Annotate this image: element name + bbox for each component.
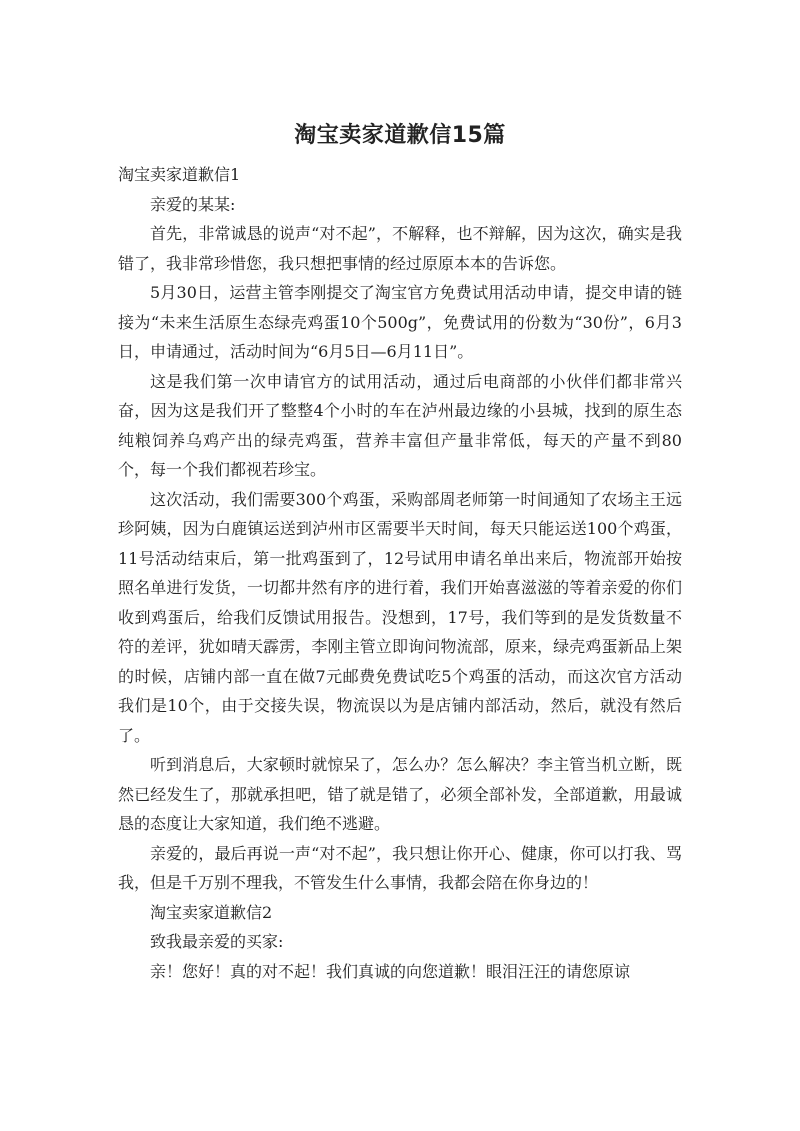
letter-2-heading: 淘宝卖家道歉信2 [150,902,273,922]
letter-2-paragraph: 亲！您好！真的对不起！我们真诚的向您道歉！眼泪汪汪的请您原谅 [150,961,631,981]
document-title: 淘宝卖家道歉信15篇 [294,123,506,148]
letter-1-paragraph: 这是我们第一次申请官方的试用活动，通过后电商部的小伙伴们都非常兴奋，因为这是我们开了整整4个小时的车在泸州最边缘的小县城，找到的原生态纯粮饲养乌鸡产出的绿壳鸡蛋，营养丰富但产量非常低，每天的产量不到80个，每一个我们都视若珍宝。 [118,371,682,479]
letter-2-salutation: 致我最亲爱的买家: [150,932,284,951]
letter-1-salutation: 亲爱的某某: [150,194,236,214]
letter-1-heading: 淘宝卖家道歉信1 [118,165,241,184]
letter-1-paragraph: 5月30日，运营主管李刚提交了淘宝官方免费试用活动申请，提交申请的链接为“未来生活原生态绿壳鸡蛋10个500g”，免费试用的份数为“30份”，6月3日，申请通过，活动时间为“6月5日—6月11日”。 [118,283,682,361]
letter-1-paragraph: 亲爱的，最后再说一声“对不起”，我只想让你开心、健康，你可以打我、骂我，但是千万别不理我，不管发生什么事情，我都会陪在你身边的！ [118,843,682,892]
letter-1-paragraph: 首先，非常诚恳的说声“对不起”，不解释，也不辩解，因为这次，确实是我错了，我非常珍惜您，我只想把事情的经过原原本本的告诉您。 [118,224,682,273]
letter-1-paragraph: 听到消息后，大家顿时就惊呆了，怎么办？怎么解决？李主管当机立断，既然已经发生了，那就承担吧，错了就是错了，必须全部补发，全部道歉，用最诚恳的态度让大家知道，我们绝不逃避。 [118,755,682,833]
letter-1-paragraph: 这次活动，我们需要300个鸡蛋，采购部周老师第一时间通知了农场主王远珍阿姨，因为白鹿镇运送到泸州市区需要半天时间，每天只能运送100个鸡蛋，11号活动结束后，第一批鸡蛋到了，12号试用申请名单出来后，物流部开始按照名单进行发货，一切都井然有序的进行着，我们开始喜滋滋的等着亲爱的你们收到鸡蛋后，给我们反馈试用报告。没想到，17号，我们等到的是发货数量不符的差评，犹如晴天霹雳，李刚主管立即询问物流部，原来，绿壳鸡蛋新品上架的时候，店铺内部一直在做7元邮费免费试吃5个鸡蛋的活动，而这次官方活动我们是10个，由于交接失误，物流误以为是店铺内部活动，然后，就没有然后了。 [118,489,682,745]
